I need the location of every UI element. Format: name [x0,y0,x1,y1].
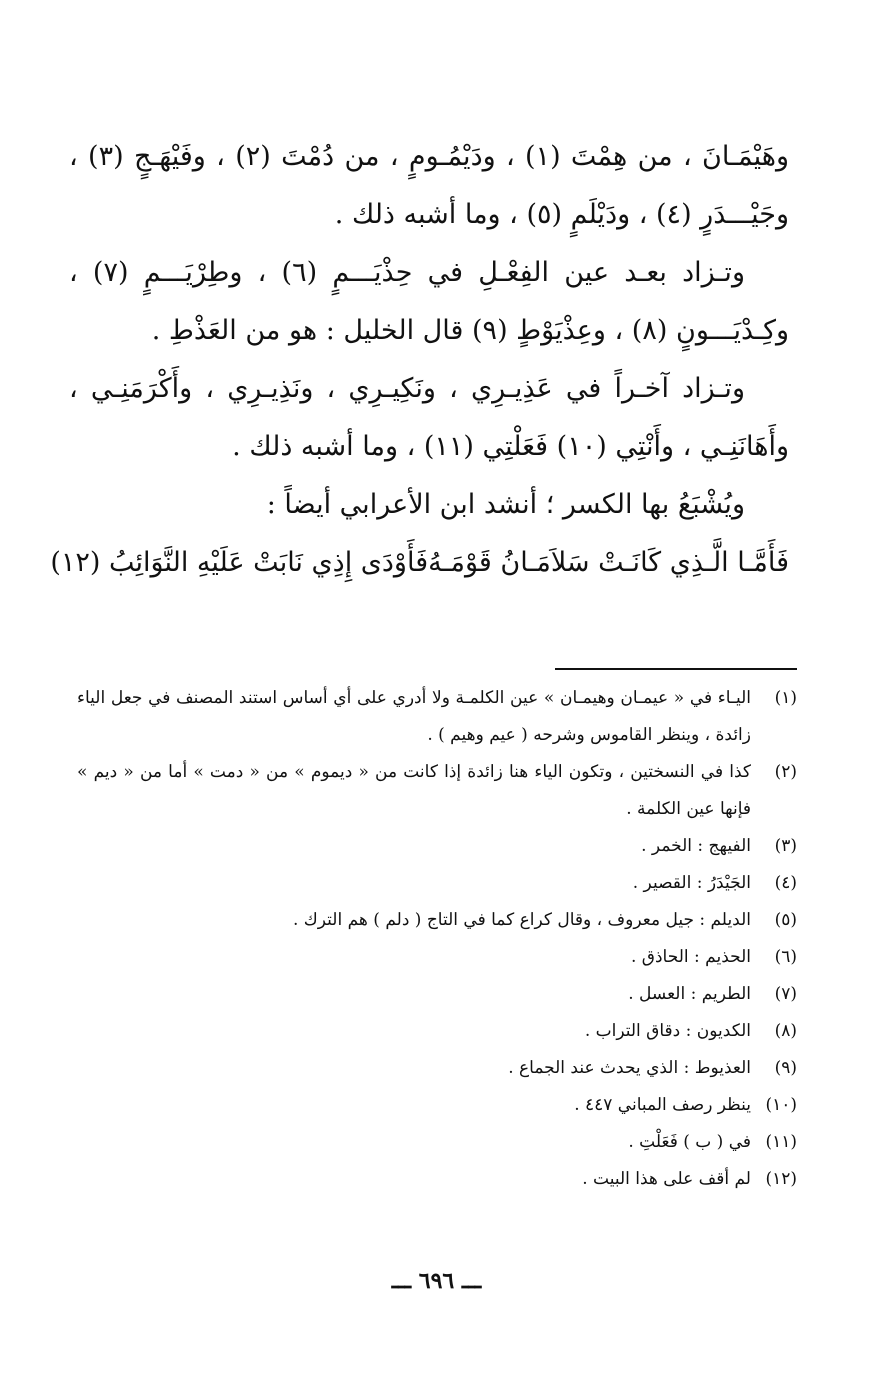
footnote-text: الديلم : جيل معروف ، وقال كراع كما في التاج ( دلم ) هم الترك . [292,910,751,930]
verse-first-hemistich: فَأَمَّـا الَّـذِي كَانَـتْ سَلاَمَـانُ قَوْمَـهُ [428,547,789,578]
footnote-item [77,680,797,754]
footnote-number: (١) [774,688,797,708]
footnote-item [77,1087,797,1124]
poetry-verse [50,534,789,592]
verse-second-hemistich: فَأَوْدَى إِذِي نَابَتْ عَلَيْهِ النَّوَائِبُ (١٢) [50,547,429,578]
footnote-number: (٨) [774,1021,797,1041]
footnote-number: (١١) [765,1132,797,1152]
footnote-text: ينظر رصف المباني ٤٤٧ . [574,1095,751,1115]
footnote-text: في ( ب ) فَعَلْتِ . [628,1132,751,1152]
footnote-number: (٥) [774,910,797,930]
footnote-text: اليـاء في « عيمـان وهيمـان » عين الكلمـة ولا أدري على أي أساس استند المصنف في جعل الياء زائدة ، وينظر القاموس وشرحه ( عيم وهيم ) . [77,688,751,745]
footnote-item [77,865,797,902]
footnote-item [77,1124,797,1161]
footnote-number: (٣) [774,836,797,856]
footnote-number: (٢) [774,762,797,782]
footnote-text: لم أقف على هذا البيت . [582,1169,751,1189]
main-text [50,128,790,592]
footnote-text: الكديون : دقاق التراب . [584,1021,751,1041]
footnote-separator [555,668,797,670]
footnote-item [77,939,797,976]
footnote-text: الفيهج : الخمر . [641,836,751,856]
footnote-item [77,976,797,1013]
footnote-number: (٩) [774,1058,797,1078]
footnote-text: العذيوط : الذي يحدث عند الجماع . [508,1058,751,1078]
footnote-item [77,828,797,865]
paragraph-1: وهَيْمَـانَ ، من هِمْتَ (١) ، ودَيْمُـومٍ ، من دُمْتَ (٢) ، وفَيْهَـجٍ (٣) ، وجَيْـــدَرٍ (٤) ، ودَيْلَمٍ (٥) ، وما أشبه ذلك . [69,141,790,230]
paragraph-4: ويُشْبَعُ بها الكسر ؛ أنشد ابن الأعرابي أيضاً : [266,489,745,520]
footnote-item [77,1013,797,1050]
paragraph-2: وتـزاد بعـد عين الفِعْـلِ في حِذْيَـــمٍ (٦) ، وطِرْيَـــمٍ (٧) ، وكِـدْيَـــونٍ (٨) ، وعِذْيَوْطٍ (٩) قال الخليل : هو من العَذْطِ . [69,257,789,346]
footnote-number: (٤) [774,873,797,893]
footnote-number: (٦) [774,947,797,967]
footnote-text: كذا في النسختين ، وتكون الياء هنا زائدة إذا كانت من « ديموم » من « دمت » أما من « ديم » فإنها عين الكلمة . [77,762,751,819]
footnote-item [77,1161,797,1198]
footnote-item [77,754,797,828]
page-number: ـــ ٦٩٦ ـــ [391,1268,482,1294]
footnote-item [77,1050,797,1087]
paragraph-3: وتـزاد آخـراً في عَذِيـرِي ، ونَكِيـرِي ، ونَذِيـرِي ، وأَكْرَمَنِـي ، وأَهَانَنِـي ، وأَنْتِي (١٠) فَعَلْتِي (١١) ، وما أشبه ذلك . [69,373,789,462]
footnote-number: (١٠) [765,1095,797,1115]
footnote-number: (٧) [774,984,797,1004]
footnote-text: الطريم : العسل . [628,984,751,1004]
footnotes-list [77,680,797,1198]
footnote-number: (١٢) [765,1169,797,1189]
footnote-text: الحذيم : الحاذق . [630,947,751,967]
footnote-text: الجَيْدَرُ : القصير . [632,873,751,893]
footnote-item [77,902,797,939]
